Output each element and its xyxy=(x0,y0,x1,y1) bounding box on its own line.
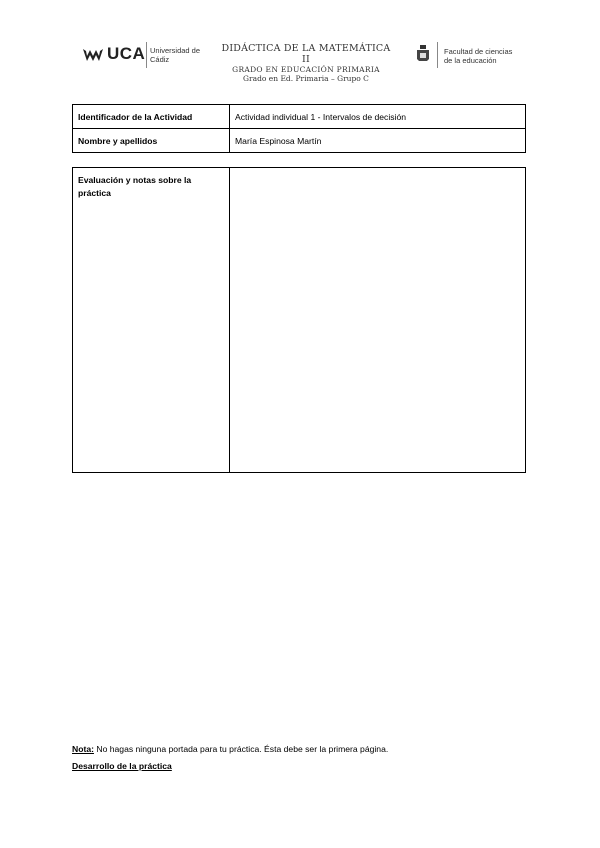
note-line xyxy=(72,744,388,754)
note-text: No hagas ninguna portada para tu práctica. Ésta debe ser la primera página. xyxy=(93,744,389,754)
uca-logo-icon xyxy=(82,45,104,63)
development-heading: Desarrollo de la práctica xyxy=(72,761,172,771)
faculty-name: Facultad de ciencias de la educación xyxy=(444,47,513,65)
degree-name: GRADO EN EDUCACIÓN PRIMARIA xyxy=(232,65,380,74)
table-row xyxy=(73,129,526,153)
group-name: Grado en Ed. Primaria – Grupo C xyxy=(243,74,369,83)
divider xyxy=(437,42,438,68)
faculty-crest-icon xyxy=(416,44,430,66)
activity-id-label: Identificador de la Actividad xyxy=(73,105,230,129)
university-name: Universidad de Cádiz xyxy=(150,46,201,64)
activity-info-table xyxy=(72,104,526,153)
divider xyxy=(146,42,147,68)
uca-logo-text: UCA xyxy=(107,44,146,63)
evaluation-table xyxy=(72,167,526,473)
evaluation-label: Evaluación y notas sobre la práctica xyxy=(73,168,230,473)
uca-logo xyxy=(82,44,145,64)
course-title-block xyxy=(216,43,396,84)
activity-id-value: Actividad individual 1 - Intervalos de decisión xyxy=(230,105,526,129)
document-header xyxy=(0,40,600,83)
name-value: María Espinosa Martín xyxy=(230,129,526,153)
table-row xyxy=(73,168,526,473)
course-title: DIDÁCTICA DE LA MATEMÁTICA II xyxy=(221,43,391,65)
table-row xyxy=(73,105,526,129)
name-label: Nombre y apellidos xyxy=(73,129,230,153)
evaluation-notes-field xyxy=(230,168,526,473)
note-label: Nota: xyxy=(72,744,94,754)
